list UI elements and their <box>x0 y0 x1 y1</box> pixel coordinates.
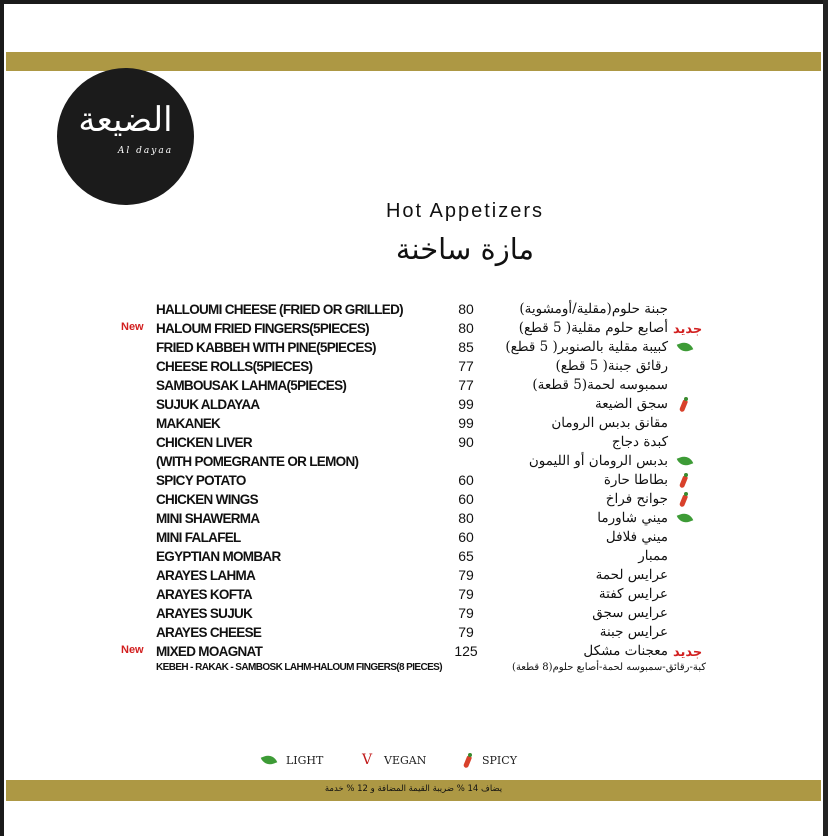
menu-item-name-arabic: كبدة دجاج <box>611 434 668 450</box>
menu-item-name-arabic: جبنة حلوم(مقلية/أومشوية) <box>519 301 668 317</box>
menu-item-row <box>0 585 828 604</box>
marker-slot <box>673 415 697 432</box>
section-title-arabic: مازة ساخنة <box>395 232 535 266</box>
menu-item-name-arabic: أصابع حلوم مقلية( 5 قطع) <box>518 320 668 336</box>
new-badge-arabic <box>673 320 703 337</box>
new-badge: New <box>121 321 144 333</box>
menu-item-row <box>0 414 828 433</box>
menu-item-price: 90 <box>458 434 474 450</box>
legend-vegan-label: VEGAN <box>384 754 427 767</box>
chili-icon <box>673 396 697 413</box>
menu-item-row <box>0 338 828 357</box>
chili-icon <box>678 396 692 412</box>
top-border <box>0 0 828 4</box>
menu-item-row <box>0 300 828 319</box>
chili-icon <box>673 491 697 508</box>
menu-item-name: MINI SHAWERMA <box>156 511 260 526</box>
menu-item-name-arabic: ميني شاورما <box>597 510 668 526</box>
leaf-icon <box>261 753 278 767</box>
menu-item-row <box>0 547 828 566</box>
menu-item-name-arabic: مقانق بدبس الرومان <box>551 415 668 431</box>
leaf-icon <box>677 340 694 354</box>
legend-light-label: LIGHT <box>286 754 324 767</box>
menu-item-price: 79 <box>458 586 474 602</box>
menu-item-row <box>0 452 828 471</box>
menu-item-name-arabic: ميني فلافل <box>605 529 668 545</box>
menu-item-name: (WITH POMEGRANTE OR LEMON) <box>156 454 359 469</box>
menu-item-row <box>0 566 828 585</box>
menu-item-price: 99 <box>458 415 474 431</box>
marker-slot <box>673 586 697 603</box>
leaf-icon <box>673 510 697 527</box>
menu-item-name-arabic: عرايس جبنة <box>599 624 668 640</box>
menu-item-name: SAMBOUSAK LAHMA(5PIECES) <box>156 378 347 393</box>
menu-item-name: HALOUM FRIED FINGERS(5PIECES) <box>156 321 369 336</box>
menu-item-row <box>0 433 828 452</box>
mixed-moagnat-detail-arabic: كبة-رقائق-سمبوسه لحمة-أصابع حلوم(8 قطعة) <box>512 662 706 673</box>
legend-spicy-label: SPICY <box>482 754 517 767</box>
menu-item-price: 60 <box>458 472 474 488</box>
menu-item-name: SUJUK ALDAYAA <box>156 397 260 412</box>
menu-item-row <box>0 642 828 661</box>
section-title-english: Hot Appetizers <box>385 200 545 222</box>
menu-item-name: CHICKEN WINGS <box>156 492 258 507</box>
menu-item-name: MINI FALAFEL <box>156 530 241 545</box>
marker-slot <box>673 358 697 375</box>
menu-item-price: 60 <box>458 529 474 545</box>
menu-item-name: ARAYES SUJUK <box>156 606 253 621</box>
menu-item-price: 80 <box>458 320 474 336</box>
menu-item-name-arabic: عرايس كفتة <box>598 586 668 602</box>
menu-item-name: CHICKEN LIVER <box>156 435 252 450</box>
restaurant-logo <box>57 68 194 205</box>
vegan-v-icon: V <box>362 752 373 768</box>
menu-item-price: 79 <box>458 624 474 640</box>
marker-slot <box>673 434 697 451</box>
menu-item-name: ARAYES KOFTA <box>156 587 252 602</box>
chili-icon <box>678 491 692 507</box>
marker-slot <box>673 301 697 318</box>
menu-item-row <box>0 319 828 338</box>
logo-latin-name: Al dayaa <box>117 146 174 156</box>
menu-item-name: CHEESE ROLLS(5PIECES) <box>156 359 313 374</box>
menu-item-name-arabic: رقائق جبنة( 5 قطع) <box>555 358 668 374</box>
tax-service-note: يضاف 14 % ضريبة القيمة المضافة و 12 % خدمة <box>324 784 503 794</box>
menu-item-name-arabic: سمبوسه لحمة(5 قطعة) <box>532 377 668 393</box>
menu-item-price: 85 <box>458 339 474 355</box>
menu-item-price: 65 <box>458 548 474 564</box>
chili-icon <box>673 472 697 489</box>
marker-slot <box>673 548 697 565</box>
menu-item-price: 99 <box>458 396 474 412</box>
menu-item-name: EGYPTIAN MOMBAR <box>156 549 281 564</box>
menu-item-name-arabic: بدبس الرومان أو الليمون <box>528 453 668 469</box>
mixed-moagnat-detail-english: KEBEH - RAKAK - SAMBOSK LAHM-HALOUM FINGERS(8 PIECES) <box>156 662 442 673</box>
menu-item-name-arabic: كبيبة مقلية بالصنوبر( 5 قطع) <box>505 339 668 355</box>
menu-item-name: SPICY POTATO <box>156 473 246 488</box>
menu-item-name-arabic: ممبار <box>638 548 668 564</box>
menu-item-price: 80 <box>458 510 474 526</box>
menu-item-name-arabic: عرايس لحمة <box>595 567 668 583</box>
menu-item-price: 77 <box>458 358 474 374</box>
chili-icon <box>678 472 692 488</box>
leaf-icon <box>677 454 694 468</box>
menu-item-row <box>0 376 828 395</box>
menu-item-row <box>0 604 828 623</box>
menu-item-price: 79 <box>458 605 474 621</box>
menu-item-row <box>0 395 828 414</box>
menu-item-price: 77 <box>458 377 474 393</box>
menu-item-row <box>0 471 828 490</box>
menu-item-row <box>0 357 828 376</box>
menu-item-price: 80 <box>458 301 474 317</box>
menu-item-price: 60 <box>458 491 474 507</box>
marker-slot <box>673 377 697 394</box>
menu-item-name-arabic: جوانح فراخ <box>605 491 668 507</box>
marker-slot <box>673 529 697 546</box>
menu-item-price: 79 <box>458 567 474 583</box>
menu-item-name-arabic: سجق الضيعة <box>595 396 668 412</box>
marker-slot <box>673 605 697 622</box>
menu-item-name: ARAYES CHEESE <box>156 625 262 640</box>
menu-item-name: MAKANEK <box>156 416 221 431</box>
menu-item-name-arabic: معجنات مشكل <box>583 643 668 659</box>
menu-item-row <box>0 528 828 547</box>
menu-item-name: FRIED KABBEH WITH PINE(5PIECES) <box>156 340 376 355</box>
new-badge: New <box>121 644 144 656</box>
menu-item-name-arabic: بطاطا حارة <box>603 472 668 488</box>
new-badge-arabic-text: جديد <box>673 645 703 660</box>
logo-arabic-name: الضيعة <box>78 100 173 140</box>
marker-slot <box>673 624 697 641</box>
menu-item-name-arabic: عرايس سجق <box>592 605 668 621</box>
marker-slot <box>673 567 697 584</box>
leaf-icon <box>677 511 694 525</box>
new-badge-arabic <box>673 643 703 660</box>
menu-item-name: MIXED MOAGNAT <box>156 644 263 659</box>
menu-item-name: ARAYES LAHMA <box>156 568 256 583</box>
chili-icon <box>462 752 476 768</box>
leaf-icon <box>673 339 697 356</box>
menu-item-price: 125 <box>454 643 478 659</box>
menu-item-row <box>0 623 828 642</box>
leaf-icon <box>673 453 697 470</box>
menu-item-row <box>0 490 828 509</box>
menu-item-row <box>0 509 828 528</box>
new-badge-arabic-text: جديد <box>673 322 703 337</box>
menu-item-name: HALLOUMI CHEESE (FRIED OR GRILLED) <box>156 302 403 317</box>
